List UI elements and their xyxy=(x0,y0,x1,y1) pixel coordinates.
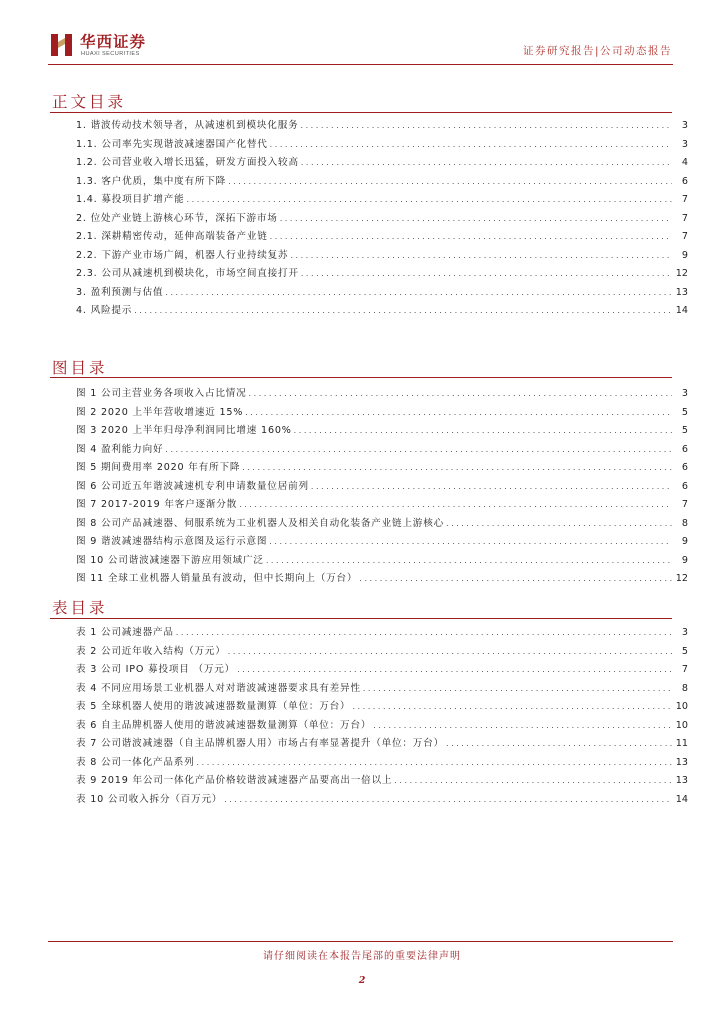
toc-entry-label: 4. 风险提示 xyxy=(76,305,133,316)
toc-entry-label: 图 4 盈利能力向好 xyxy=(76,443,164,455)
toc-entry-label: 2.1. 深耕精密传动，延伸高端装备产业链 xyxy=(76,231,268,242)
leader-dots xyxy=(165,441,672,460)
toc-entry[interactable] xyxy=(76,459,688,478)
toc-entry-page: 5 xyxy=(681,406,688,418)
toc-entry-page: 13 xyxy=(675,286,688,298)
toc-entry[interactable] xyxy=(76,624,688,643)
toc-entry[interactable] xyxy=(76,496,688,515)
leader-dots xyxy=(359,570,672,589)
toc-entry-page: 7 xyxy=(681,231,688,242)
leader-dots xyxy=(311,478,672,497)
toc-entry-label: 表 5 全球机器人使用的谐波减速器数量测算（单位：万台） xyxy=(76,701,351,712)
page-header xyxy=(0,0,724,68)
toc-entry-label: 图 10 公司谐波减速器下游应用领域广泛 xyxy=(76,554,264,566)
toc-entry-label: 2.3. 公司从减速机到模块化，市场空间直接打开 xyxy=(76,268,299,279)
toc-entry-page: 3 xyxy=(681,138,688,150)
leader-dots xyxy=(394,772,672,791)
toc-entry[interactable] xyxy=(76,247,688,266)
toc-entry[interactable] xyxy=(76,136,688,155)
leader-dots xyxy=(446,515,672,534)
toc-entry[interactable] xyxy=(76,422,688,441)
toc-figures-title: 图目录 xyxy=(52,359,108,377)
toc-entry-page: 8 xyxy=(681,517,688,529)
toc-entry-label: 1.3. 客户优质，集中度有所下降 xyxy=(76,175,227,187)
toc-entry-label: 表 1 公司减速器产品 xyxy=(76,627,174,638)
leader-dots xyxy=(134,302,672,321)
toc-entry[interactable] xyxy=(76,680,688,699)
toc-entry-page: 6 xyxy=(681,480,688,492)
toc-entry-label: 图 9 谐波减速器结构示意图及运行示意图 xyxy=(76,536,268,547)
leader-dots xyxy=(266,552,672,571)
toc-entry-page: 3 xyxy=(681,388,688,399)
toc-entry-page: 4 xyxy=(681,157,688,168)
leader-dots xyxy=(249,385,672,404)
toc-entry[interactable] xyxy=(76,385,688,404)
toc-tables-title: 表目录 xyxy=(52,599,108,617)
toc-entry[interactable] xyxy=(76,533,688,552)
toc-figures-rule xyxy=(50,377,672,378)
toc-body-rule xyxy=(50,112,672,113)
toc-entry-label: 3. 盈利预测与估值 xyxy=(76,286,164,298)
toc-entry-page: 13 xyxy=(675,775,688,786)
leader-dots xyxy=(242,459,672,478)
toc-entry[interactable] xyxy=(76,117,688,136)
toc-entry-page: 9 xyxy=(681,554,688,566)
toc-entry-page: 5 xyxy=(681,425,688,436)
toc-entry-label: 表 10 公司收入拆分（百万元） xyxy=(76,793,223,805)
toc-entry-page: 12 xyxy=(675,573,688,584)
leader-dots xyxy=(294,422,672,441)
toc-entry-page: 7 xyxy=(681,194,688,205)
toc-entry-page: 12 xyxy=(675,268,688,279)
toc-entry-label: 表 4 不同应用场景工业机器人对对谐波减速器要求具有差异性 xyxy=(76,682,361,694)
toc-entry-label: 1.2. 公司营业收入增长迅猛，研发方面投入较高 xyxy=(76,157,299,168)
toc-entry[interactable] xyxy=(76,173,688,192)
toc-body-title: 正文目录 xyxy=(52,93,127,111)
toc-entry[interactable] xyxy=(76,772,688,791)
toc-entry[interactable] xyxy=(76,552,688,571)
leader-dots xyxy=(373,717,672,736)
huaxi-logo-icon xyxy=(51,34,75,56)
leader-dots xyxy=(224,791,672,810)
leader-dots xyxy=(301,265,672,284)
leader-dots xyxy=(269,533,672,552)
leader-dots xyxy=(363,680,672,699)
toc-entry[interactable] xyxy=(76,717,688,736)
toc-tables-rule xyxy=(50,618,672,619)
leader-dots xyxy=(239,496,672,515)
toc-body-list xyxy=(76,117,688,321)
toc-entry-page: 3 xyxy=(681,627,688,638)
toc-entry-label: 图 7 2017-2019 年客户逐渐分散 xyxy=(76,499,238,510)
toc-entry[interactable] xyxy=(76,754,688,773)
footer-divider xyxy=(48,941,673,942)
toc-entry-page: 10 xyxy=(675,701,688,712)
toc-entry-label: 1.4. 募投项目扩增产能 xyxy=(76,194,185,205)
toc-entry-label: 图 1 公司主营业务各项收入占比情况 xyxy=(76,388,247,399)
leader-dots xyxy=(187,191,672,210)
page-number: 2 xyxy=(358,975,366,986)
toc-entry[interactable] xyxy=(76,191,688,210)
toc-entry[interactable] xyxy=(76,284,688,303)
leader-dots xyxy=(352,698,672,717)
leader-dots xyxy=(270,228,672,247)
brand-name-cn: 华西证券 xyxy=(80,33,147,51)
toc-entry-page: 6 xyxy=(681,175,688,187)
header-divider xyxy=(48,64,673,65)
toc-entry-page: 8 xyxy=(681,682,688,694)
toc-entry[interactable] xyxy=(76,441,688,460)
toc-entry-label: 表 7 公司谐波减速器（自主品牌机器人用）市场占有率显著提升（单位：万台） xyxy=(76,738,444,749)
toc-entry[interactable] xyxy=(76,302,688,321)
toc-entry-page: 14 xyxy=(675,305,688,316)
legal-notice: 请仔细阅读在本报告尾部的重要法律声明 xyxy=(263,951,461,962)
toc-entry-page: 5 xyxy=(681,645,688,657)
toc-entry-page: 10 xyxy=(675,719,688,731)
leader-dots xyxy=(446,735,672,754)
leader-dots xyxy=(245,404,672,423)
toc-entry[interactable] xyxy=(76,210,688,229)
toc-entry-label: 图 8 公司产品减速器、伺服系统为工业机器人及相关自动化装备产业链上游核心 xyxy=(76,517,444,529)
toc-entry[interactable] xyxy=(76,478,688,497)
toc-entry-page: 13 xyxy=(675,756,688,768)
toc-entry-label: 表 2 公司近年收入结构（万元） xyxy=(76,645,226,657)
toc-entry-label: 表 8 公司一体化产品系列 xyxy=(76,756,195,768)
leader-dots xyxy=(270,136,672,155)
toc-entry-label: 表 6 自主品牌机器人使用的谐波减速器数量测算（单位：万台） xyxy=(76,719,372,731)
toc-entry-label: 表 9 2019 年公司一体化产品价格较谐波减速器产品要高出一倍以上 xyxy=(76,775,393,786)
leader-dots xyxy=(197,754,672,773)
brand-name-en: HUAXI SECURITIES xyxy=(81,51,140,57)
toc-entry-page: 9 xyxy=(681,536,688,547)
toc-entry-page: 9 xyxy=(681,249,688,261)
toc-entry-label: 表 3 公司 IPO 募投项目 （万元） xyxy=(76,664,236,675)
toc-entry-label: 1.1. 公司率先实现谐波减速器国产化替代 xyxy=(76,138,268,150)
toc-entry-label: 2. 位处产业链上游核心环节，深拓下游市场 xyxy=(76,212,278,224)
toc-entry[interactable] xyxy=(76,265,688,284)
toc-entry-page: 11 xyxy=(675,738,688,749)
toc-entry-page: 6 xyxy=(681,443,688,455)
toc-entry[interactable] xyxy=(76,154,688,173)
toc-entry[interactable] xyxy=(76,661,688,680)
toc-entry-label: 2.2. 下游产业市场广阔，机器人行业持续复苏 xyxy=(76,249,289,261)
leader-dots xyxy=(237,661,672,680)
leader-dots xyxy=(301,154,672,173)
toc-entry[interactable] xyxy=(76,515,688,534)
toc-entry[interactable] xyxy=(76,735,688,754)
toc-entry-page: 14 xyxy=(675,793,688,805)
toc-entry-page: 7 xyxy=(681,499,688,510)
toc-entry[interactable] xyxy=(76,698,688,717)
toc-entry-page: 3 xyxy=(681,120,688,131)
toc-entry-label: 图 11 全球工业机器人销量虽有波动，但中长期向上（万台） xyxy=(76,573,358,584)
toc-entry-label: 1. 谐波传动技术领导者，从减速机到模块化服务 xyxy=(76,120,299,131)
toc-entry[interactable] xyxy=(76,228,688,247)
leader-dots xyxy=(290,247,672,266)
toc-figures-list xyxy=(76,385,688,589)
toc-entry[interactable] xyxy=(76,570,688,589)
toc-entry[interactable] xyxy=(76,404,688,423)
toc-entry-page: 7 xyxy=(681,212,688,224)
leader-dots xyxy=(165,284,672,303)
toc-entry-page: 7 xyxy=(681,664,688,675)
leader-dots xyxy=(228,173,672,192)
report-type: 证券研究报告|公司动态报告 xyxy=(522,45,672,57)
leader-dots xyxy=(280,210,672,229)
toc-entry-page: 6 xyxy=(681,462,688,473)
toc-entry-label: 图 5 期间费用率 2020 年有所下降 xyxy=(76,462,241,473)
leader-dots xyxy=(300,117,672,136)
toc-entry-label: 图 6 公司近五年谐波减速机专利申请数量位居前列 xyxy=(76,480,309,492)
leader-dots xyxy=(228,643,672,662)
toc-tables-list xyxy=(76,624,688,809)
toc-entry[interactable] xyxy=(76,791,688,810)
toc-entry-label: 图 2 2020 上半年营收增速近 15% xyxy=(76,406,244,418)
leader-dots xyxy=(176,624,672,643)
toc-entry-label: 图 3 2020 上半年归母净利润同比增速 160% xyxy=(76,425,292,436)
toc-entry[interactable] xyxy=(76,643,688,662)
